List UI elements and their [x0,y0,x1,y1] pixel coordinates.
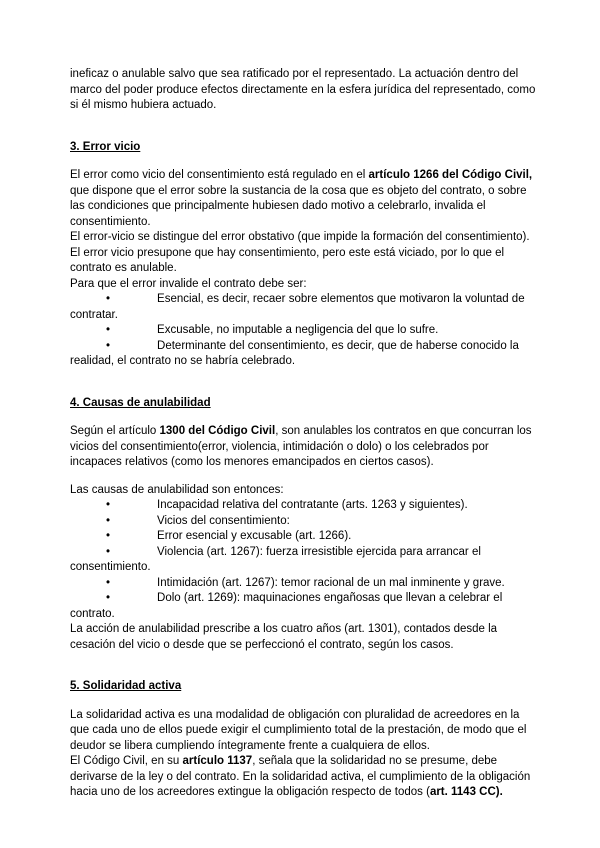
paragraph-text: El Código Civil, en su [70,755,183,767]
list-item [70,529,536,545]
list-item-text: Vicios del consentimiento: [157,514,290,527]
bullet-marker: • [106,293,111,305]
list-item-text: Esencial, es decir, recaer sobre elementos que motivaron la voluntad de contratar. [70,293,525,321]
list-item-text: Error esencial y excusable (art. 1266). [157,530,352,542]
list-item-text: Dolo (art. 1269): maquinaciones engañosas que llevan a celebrar el contrato. [70,592,503,620]
paragraph [70,754,536,801]
list-item-text: Violencia (art. 1267): fuerza irresistible ejercida para arrancar el consentimiento. [70,545,481,573]
bullet-marker: • [106,592,111,604]
bullet-marker: • [106,576,111,589]
paragraph-text: Según el artículo [70,425,160,437]
section-heading-error-vicio: 3. Error vicio [70,140,141,153]
list-item [70,576,536,592]
paragraph-bold-text: art. 1143 CC). [429,786,503,798]
paragraph-text: El error como vicio del consentimiento está regulado en el [70,169,369,181]
intro-paragraph: ineficaz o anulable salvo que sea ratificado por el representado. La actuación dentro del marco del poder produce efectos directamente en la esfera jurídica del representado, como si él mismo hubiera actuado. [70,68,536,111]
paragraph [70,168,536,230]
list-item [70,591,536,622]
paragraph-text: , señala que la solidaridad no se presume, debe derivarse de la ley o del contrato. En la solidaridad activa, el cumplimiento de la obligación hacia uno de los acreedores extingue la obligación respecto de todos ( [70,755,531,798]
list-item [70,323,536,339]
list-item [70,514,536,530]
list-item-text: Determinante del consentimiento, es decir, que de haberse conocido la realidad, el contrato no se habría celebrado. [70,339,519,367]
paragraph-bold-text: artículo 1137 [182,755,253,767]
list-item-text: Excusable, no imputable a negligencia del que lo sufre. [157,324,439,336]
paragraph: Las causas de anulabilidad son entonces: [70,483,284,496]
paragraph: La acción de anulabilidad prescribe a los cuatro años (art. 1301), contados desde la cesación del vicio o desde que se perfeccionó el contrato, según los casos. [70,623,498,651]
paragraph-bold-text: 1300 del Código Civil [159,425,276,437]
bullet-marker: • [106,514,111,527]
bullet-marker: • [106,499,111,511]
bullet-marker: • [106,545,111,558]
bullet-marker: • [106,530,111,542]
bullet-marker: • [106,339,111,352]
section-heading-causas: 4. Causas de anulabilidad [70,396,211,409]
paragraph-bold-text: artículo 1266 del Código Civil, [368,169,533,181]
list-item-text: Incapacidad relativa del contratante (arts. 1263 y siguientes). [157,499,468,511]
list-item [70,498,536,514]
paragraph-text: , son anulables los contratos en que concurran los vicios del consentimiento(error, violencia, intimidación o dolo) o los celebrados por incapaces relativos (como los menores emancipados en ciertos casos). [70,425,532,468]
paragraph-text: que dispone que el error sobre la sustancia de la cosa que es objeto del contrato, o sobre las condiciones que principalmente hubiesen dado motivo a celebrarlo, invalida el consentimiento. [70,184,527,228]
paragraph: Para que el error invalide el contrato debe ser: [70,277,307,290]
paragraph [70,424,536,471]
list-item [70,292,536,323]
list-item-text: Intimidación (art. 1267): temor racional de un mal inminente y grave. [157,576,505,589]
list-item [70,545,536,576]
paragraph: La solidaridad activa es una modalidad de obligación con pluralidad de acreedores en la que cada uno de ellos puede exigir el cumplimiento total de la prestación, de modo que el deudor se libera cumpliendo íntegramente frente a cualquiera de ellos. [70,708,527,752]
section-heading-solidaridad: 5. Solidaridad activa [70,680,182,692]
bullet-marker: • [106,324,111,336]
list-item [70,339,536,370]
paragraph: El error-vicio se distingue del error obstativo (que impide la formación del consentimiento). El error vicio presupone que hay consentimiento, pero este está viciado, por lo que el contrato es anulable. [70,231,530,274]
